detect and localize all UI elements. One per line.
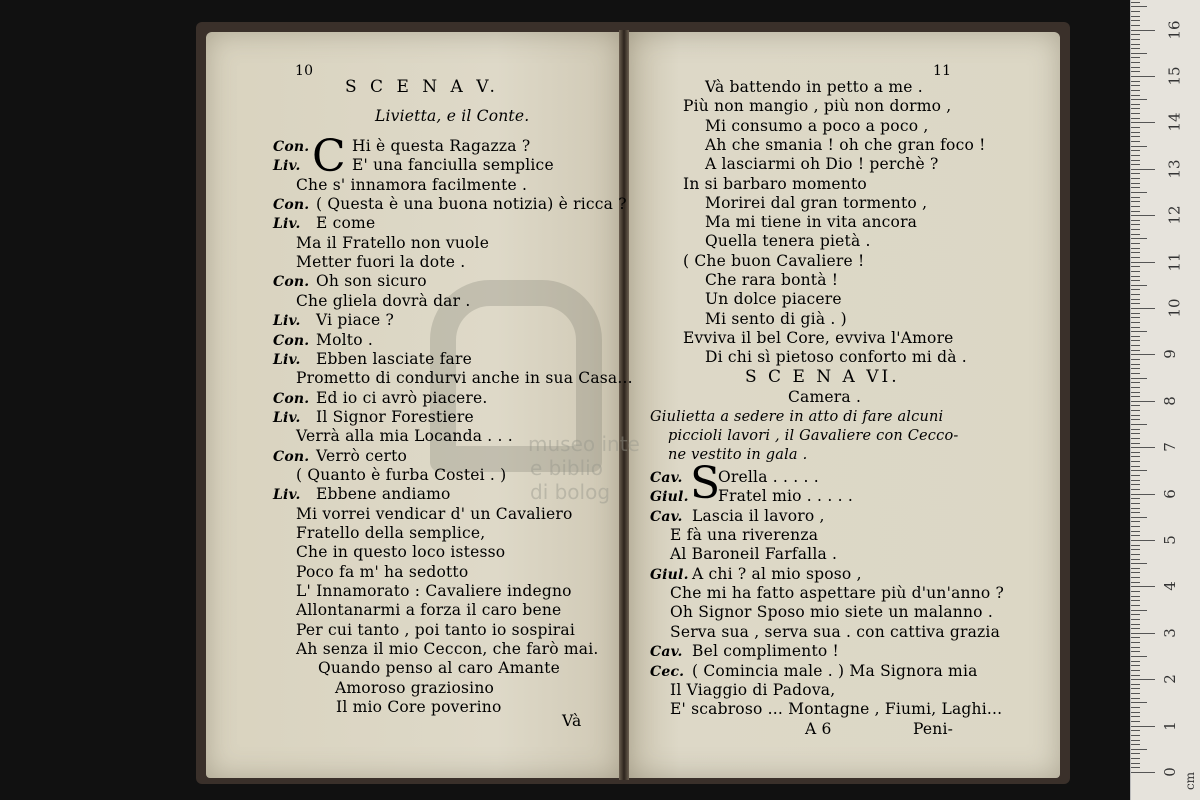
ruler-tick [1131, 647, 1140, 648]
speaker-label: Liv. [273, 216, 301, 233]
ruler-tick [1131, 466, 1140, 467]
ruler-tick [1131, 480, 1140, 481]
ruler-tick [1131, 132, 1140, 133]
verse-line: L' Innamorato : Cavaliere indegno [296, 582, 572, 601]
verse-line: Fratel mio . . . . . [718, 487, 853, 506]
ruler-number: 0 [1160, 767, 1179, 777]
verse-line: ( Che buon Cavaliere ! [683, 251, 865, 270]
ruler-tick [1131, 484, 1140, 485]
ruler-tick [1131, 679, 1155, 680]
ruler-tick [1131, 582, 1140, 583]
ruler-tick [1131, 178, 1140, 179]
ruler-tick [1131, 586, 1155, 587]
ruler-tick [1131, 238, 1147, 239]
ruler-tick [1131, 540, 1155, 541]
verse-line: Prometto di condurvi anche in sua Casa... [296, 369, 633, 388]
ruler-tick [1131, 192, 1147, 193]
ruler-tick [1131, 661, 1140, 662]
ruler-tick [1131, 702, 1147, 703]
ruler-number: 14 [1165, 112, 1184, 132]
ruler-tick [1131, 549, 1140, 550]
verse-line: E fà una riverenza [670, 526, 819, 545]
ruler-tick [1131, 34, 1140, 35]
ruler-tick [1131, 470, 1147, 471]
ruler-tick [1131, 489, 1140, 490]
verse-line: In si barbaro momento [683, 174, 867, 193]
ruler-tick [1131, 364, 1140, 365]
signature-mark: A 6 [805, 720, 832, 738]
verse-line: Hi è questa Ragazza ? [352, 137, 531, 155]
verse-line: Evviva il bel Core, evviva l'Amore [683, 328, 954, 347]
ruler-tick [1131, 16, 1140, 17]
ruler-tick [1131, 642, 1140, 643]
verse-line: E' una fanciulla semplice [352, 156, 554, 175]
verse-line: Poco fa m' ha sedotto [296, 562, 469, 581]
ruler-tick [1131, 6, 1147, 7]
ruler-tick [1131, 545, 1140, 546]
ruler-tick [1131, 684, 1140, 685]
stage-direction: piccioli lavori , il Gavaliere con Cecco- [668, 428, 959, 444]
watermark-line: e biblio [530, 456, 603, 480]
ruler-tick [1131, 266, 1140, 267]
ruler-tick [1131, 62, 1140, 63]
speaker-label: Con. [273, 197, 310, 214]
verse-line: Per cui tanto , poi tanto io sospirai [296, 620, 576, 639]
ruler-number: 6 [1160, 488, 1179, 499]
ruler-tick [1131, 688, 1140, 689]
ruler-number: 2 [1160, 674, 1179, 684]
ruler-tick [1131, 656, 1147, 657]
verse-line: Il Viaggio di Padova, [670, 680, 836, 699]
speaker-label: Con. [273, 390, 310, 407]
ruler-tick [1131, 99, 1147, 100]
ruler-tick [1131, 76, 1155, 77]
verse-line: Mi sento di già . ) [705, 309, 847, 328]
ruler-tick [1131, 303, 1140, 304]
verse-line: Il mio Core poverino [336, 698, 502, 717]
ruler-number: 7 [1160, 442, 1179, 452]
ruler-tick [1131, 744, 1140, 745]
ruler-tick [1131, 108, 1140, 109]
ruler-tick [1131, 633, 1155, 634]
ruler-tick [1131, 494, 1155, 495]
drop-cap: S [690, 458, 721, 509]
ruler-tick [1131, 197, 1140, 198]
ruler-tick [1131, 345, 1140, 346]
ruler-tick [1131, 401, 1155, 402]
ruler-tick [1131, 772, 1155, 773]
verse-line: Ah che smania ! oh che gran foco ! [705, 135, 986, 154]
ruler-tick [1131, 758, 1140, 759]
ruler-unit: cm [1183, 771, 1198, 791]
ruler-number: 15 [1165, 66, 1184, 86]
verse-line: Metter fuori la dote . [296, 253, 466, 272]
verse-line: Ebbene andiamo [316, 485, 451, 504]
ruler-tick [1131, 392, 1140, 393]
verse-line: Ebben lasciate fare [316, 349, 472, 368]
verse-line: Più non mangio , più non dormo , [683, 97, 952, 116]
verse-line: Bel complimento ! [692, 642, 839, 661]
scene-heading: S C E N A VI. [745, 367, 900, 387]
ruler-tick [1131, 716, 1140, 717]
ruler-tick [1131, 2, 1140, 3]
ruler-tick [1131, 410, 1140, 411]
stage-direction: Giulietta a sedere in atto di fare alcuni [650, 409, 944, 425]
speaker-label: Cav. [650, 508, 683, 525]
verse-line: A chi ? al mio sposo , [692, 564, 862, 583]
scene-characters: Livietta, e il Conte. [375, 107, 530, 125]
verse-line: Che s' innamora facilmente . [296, 175, 528, 194]
ruler-tick [1131, 405, 1140, 406]
ruler-tick [1131, 387, 1140, 388]
ruler-tick [1131, 234, 1140, 235]
ruler-tick [1131, 419, 1140, 420]
measurement-ruler [1130, 0, 1200, 800]
catchword: Và [562, 712, 582, 730]
speaker-label: Liv. [273, 158, 301, 175]
ruler-number: 12 [1165, 205, 1184, 225]
ruler-tick [1131, 160, 1140, 161]
ruler-tick [1131, 95, 1140, 96]
speaker-label: Giul. [650, 489, 689, 506]
ruler-number: 1 [1160, 720, 1179, 731]
ruler-tick [1131, 591, 1140, 592]
ruler-tick [1131, 173, 1140, 174]
verse-line: ( Comincia male . ) Ma Signora mia [692, 661, 978, 680]
ruler-tick [1131, 517, 1147, 518]
ruler-number: 11 [1165, 252, 1184, 272]
verse-line: Che rara bontà ! [705, 271, 839, 289]
ruler-tick [1131, 740, 1140, 741]
speaker-label: Giul. [650, 566, 689, 583]
ruler-number: 10 [1165, 298, 1184, 318]
verse-line: Oh son sicuro [316, 272, 427, 291]
ruler-tick [1131, 229, 1140, 230]
verse-line: Allontanarmi a forza il caro bene [296, 601, 562, 620]
ruler-tick [1131, 749, 1147, 750]
ruler-tick [1131, 600, 1140, 601]
ruler-tick [1131, 721, 1140, 722]
ruler-tick [1131, 280, 1140, 281]
ruler-tick [1131, 48, 1140, 49]
ruler-tick [1131, 447, 1155, 448]
book-gutter [619, 30, 629, 780]
ruler-tick [1131, 568, 1140, 569]
ruler-tick [1131, 327, 1140, 328]
verse-line: Il Signor Forestiere [316, 407, 474, 426]
ruler-tick [1131, 637, 1140, 638]
verse-line: Molto . [316, 330, 373, 349]
ruler-tick [1131, 619, 1140, 620]
ruler-tick [1131, 81, 1140, 82]
speaker-label: Liv. [273, 351, 301, 368]
verse-line: Ed io ci avrò piacere. [316, 388, 488, 407]
page-number: 11 [933, 63, 952, 79]
ruler-tick [1131, 113, 1140, 114]
speaker-label: Con. [273, 332, 310, 349]
ruler-number: 3 [1160, 628, 1179, 638]
ruler-tick [1131, 308, 1155, 309]
speaker-label: Liv. [273, 487, 301, 504]
ruler-tick [1131, 118, 1140, 119]
ruler-tick [1131, 57, 1140, 58]
ruler-tick [1131, 215, 1155, 216]
verse-line: Che mi ha fatto aspettare più d'un'anno ? [670, 584, 1005, 603]
verse-line: Ah senza il mio Ceccon, che farò mai. [296, 640, 599, 659]
ruler-tick [1131, 155, 1140, 156]
verse-line: Serva sua , serva sua . con cattiva grazia [670, 622, 1001, 641]
verse-line: Lascia il lavoro , [692, 506, 825, 525]
scene-heading: S C E N A V. [345, 77, 499, 97]
ruler-tick [1131, 104, 1140, 105]
ruler-tick [1131, 85, 1140, 86]
speaker-label: Cav. [650, 470, 683, 486]
ruler-tick [1131, 396, 1140, 397]
ruler-tick [1131, 354, 1155, 355]
verse-line: Ma il Fratello non vuole [296, 233, 490, 252]
ruler-tick [1131, 378, 1147, 379]
ruler-tick [1131, 624, 1140, 625]
stage-direction: ne vestito in gala . [668, 447, 808, 463]
ruler-tick [1131, 382, 1140, 383]
ruler-tick [1131, 577, 1140, 578]
verse-line: Verrà alla mia Locanda . . . [296, 427, 513, 446]
verse-line: Oh Signor Sposo mio siete un malanno . [670, 603, 993, 622]
ruler-tick [1131, 252, 1140, 253]
ruler-tick [1131, 698, 1140, 699]
ruler-tick [1131, 508, 1140, 509]
ruler-tick [1131, 127, 1140, 128]
ruler-tick [1131, 368, 1140, 369]
ruler-tick [1131, 183, 1140, 184]
ruler-tick [1131, 122, 1155, 123]
verse-line: Che gliela dovrà dar . [296, 291, 471, 310]
ruler-tick [1131, 665, 1140, 666]
ruler-tick [1131, 289, 1140, 290]
verse-line: Morirei dal gran tormento , [705, 193, 928, 212]
ruler-tick [1131, 424, 1147, 425]
ruler-tick [1131, 164, 1140, 165]
ruler-tick [1131, 456, 1140, 457]
ruler-tick [1131, 71, 1140, 72]
ruler-tick [1131, 572, 1140, 573]
ruler-tick [1131, 438, 1140, 439]
ruler-tick [1131, 559, 1140, 560]
verse-line: Và battendo in petto a me . [705, 78, 923, 96]
verse-line: Mi vorrei vendicar d' un Cavaliero [296, 504, 573, 523]
ruler-tick [1131, 169, 1155, 170]
ruler-tick [1131, 563, 1147, 564]
verse-line: Quando penso al caro Amante [318, 659, 561, 678]
watermark-line: museo inte [528, 432, 640, 456]
verse-line: Vi piace ? [316, 311, 395, 330]
ruler-tick [1131, 285, 1147, 286]
ruler-tick [1131, 753, 1140, 754]
ruler-tick [1131, 443, 1140, 444]
ruler-tick [1131, 767, 1140, 768]
ruler-tick [1131, 331, 1147, 332]
ruler-tick [1131, 146, 1147, 147]
ruler-tick [1131, 53, 1147, 54]
ruler-tick [1131, 433, 1140, 434]
ruler-tick [1131, 25, 1140, 26]
ruler-tick [1131, 452, 1140, 453]
ruler-tick [1131, 535, 1140, 536]
ruler-tick [1131, 350, 1140, 351]
scene-place: Camera . [788, 388, 862, 406]
ruler-tick [1131, 503, 1140, 504]
ruler-tick [1131, 521, 1140, 522]
ruler-number: 9 [1160, 349, 1179, 360]
ruler-tick [1131, 675, 1140, 676]
ruler-tick [1131, 730, 1140, 731]
ruler-tick [1131, 187, 1140, 188]
ruler-tick [1131, 220, 1140, 221]
verse-line: Ma mi tiene in vita ancora [705, 213, 918, 232]
ruler-tick [1131, 610, 1147, 611]
ruler-tick [1131, 150, 1140, 151]
verse-line: Quella tenera pietà . [705, 232, 871, 251]
ruler-tick [1131, 30, 1155, 31]
ruler-tick [1131, 136, 1140, 137]
ruler-tick [1131, 763, 1140, 764]
ruler-number: 5 [1160, 535, 1179, 545]
ruler-tick [1131, 605, 1140, 606]
ruler-tick [1131, 707, 1140, 708]
ruler-tick [1131, 359, 1140, 360]
speaker-label: Liv. [273, 409, 301, 426]
ruler-tick [1131, 262, 1155, 263]
speaker-label: Con. [273, 448, 310, 465]
verse-line: Orella . . . . . [718, 468, 819, 486]
ruler-tick [1131, 531, 1140, 532]
ruler-tick [1131, 141, 1140, 142]
ruler-tick [1131, 248, 1140, 249]
catchword: Peni- [913, 720, 954, 738]
ruler-tick [1131, 313, 1140, 314]
ruler-number: 4 [1160, 581, 1179, 592]
ruler-tick [1131, 20, 1140, 21]
verse-line: Amoroso graziosino [335, 678, 495, 697]
ruler-number: 8 [1160, 396, 1179, 406]
ruler-tick [1131, 670, 1140, 671]
ruler-tick [1131, 211, 1140, 212]
ruler-tick [1131, 206, 1140, 207]
ruler-tick [1131, 498, 1140, 499]
ruler-tick [1131, 67, 1140, 68]
ruler-tick [1131, 44, 1140, 45]
ruler-tick [1131, 596, 1140, 597]
drop-cap: C [312, 131, 346, 182]
ruler-tick [1131, 693, 1140, 694]
ruler-tick [1131, 271, 1140, 272]
ruler-tick [1131, 322, 1140, 323]
ruler-tick [1131, 294, 1140, 295]
ruler-tick [1131, 735, 1140, 736]
ruler-tick [1131, 526, 1140, 527]
ruler-tick [1131, 90, 1140, 91]
verse-line: A lasciarmi oh Dio ! perchè ? [705, 155, 939, 174]
ruler-tick [1131, 201, 1140, 202]
page-number: 10 [295, 63, 314, 79]
ruler-tick [1131, 712, 1140, 713]
speaker-label: Cec. [650, 663, 685, 680]
verse-line: ( Questa è una buona notizia) è ricca ? [316, 195, 627, 214]
ruler-tick [1131, 614, 1140, 615]
speaker-label: Con. [273, 274, 310, 291]
ruler-number: 13 [1165, 159, 1184, 179]
verse-line: ( Quanto è furba Costei . ) [296, 465, 507, 484]
ruler-tick [1131, 726, 1155, 727]
ruler-tick [1131, 554, 1140, 555]
ruler-tick [1131, 340, 1140, 341]
verse-line: Verrò certo [316, 446, 408, 465]
verse-line: E come [316, 214, 376, 233]
ruler-tick [1131, 276, 1140, 277]
ruler-tick [1131, 461, 1140, 462]
ruler-tick [1131, 628, 1140, 629]
ruler-number: 16 [1165, 20, 1184, 40]
ruler-tick [1131, 224, 1140, 225]
ruler-tick [1131, 257, 1140, 258]
ruler-tick [1131, 39, 1140, 40]
ruler-tick [1131, 512, 1140, 513]
speaker-label: Cav. [650, 644, 683, 661]
verse-line: Al Baroneil Farfalla . [670, 545, 838, 564]
ruler-tick [1131, 415, 1140, 416]
watermark-line: di bolog [530, 480, 611, 504]
ruler-tick [1131, 11, 1140, 12]
ruler-tick [1131, 429, 1140, 430]
ruler-tick [1131, 373, 1140, 374]
speaker-label: Liv. [273, 313, 301, 330]
ruler-tick [1131, 299, 1140, 300]
ruler-tick [1131, 475, 1140, 476]
verse-line: Mi consumo a poco a poco , [705, 116, 929, 135]
ruler-tick [1131, 651, 1140, 652]
verse-line: Che in questo loco istesso [296, 543, 506, 562]
ruler-tick [1131, 317, 1140, 318]
speaker-label: Con. [273, 139, 310, 155]
verse-line: E' scabroso ... Montagne , Fiumi, Laghi... [670, 700, 1003, 719]
verse-line: Fratello della semplice, [296, 524, 486, 542]
verse-line: Di chi sì pietoso conforto mi dà . [705, 348, 967, 367]
verse-line: Un dolce piacere [705, 290, 842, 309]
ruler-tick [1131, 336, 1140, 337]
ruler-tick [1131, 243, 1140, 244]
